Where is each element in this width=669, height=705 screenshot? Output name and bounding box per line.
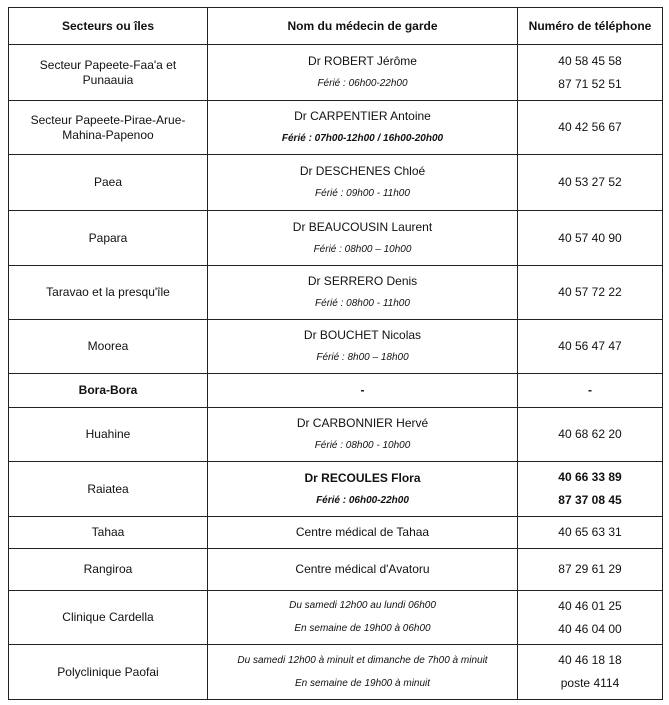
sector-cell: Moorea <box>9 320 208 374</box>
phone-cell: 40 57 72 22 <box>518 266 663 320</box>
holiday-hours: Férié : 09h00 - 11h00 <box>315 188 410 199</box>
doctor-name: Dr CARPENTIER Antoine <box>294 109 431 123</box>
phone-cell: 87 29 61 29 <box>518 549 663 591</box>
header-phone: Numéro de téléphone <box>518 8 663 45</box>
table-row <box>9 517 663 549</box>
phone-cell: - <box>518 374 663 408</box>
table-row <box>9 549 663 591</box>
holiday-hours: Férié : 08h00 - 10h00 <box>314 440 411 451</box>
sector-cell: Tahaa <box>9 517 208 549</box>
doctor-cell <box>208 408 518 462</box>
table-row <box>9 101 663 155</box>
phone-cell: 40 42 56 67 <box>518 101 663 155</box>
holiday-hours: Férié : 06h00-22h00 <box>317 78 408 89</box>
table-row <box>9 645 663 700</box>
holiday-hours: Férié : 8h00 – 18h00 <box>316 352 409 363</box>
sector-cell: Bora-Bora <box>9 374 208 408</box>
phone-number: 40 46 18 18 <box>558 653 622 667</box>
doctor-cell: Centre médical d'Avatoru <box>208 549 518 591</box>
phone-cell: 40 56 47 47 <box>518 320 663 374</box>
phone-cell: 40 65 63 31 <box>518 517 663 549</box>
sector-cell: Secteur Papeete-Pirae-Arue-Mahina-Papenoo <box>9 101 208 155</box>
on-call-doctors-table <box>8 7 663 700</box>
phone-cell: 40 53 27 52 <box>518 155 663 211</box>
phone-cell <box>518 645 663 700</box>
header-doctor: Nom du médecin de garde <box>208 8 518 45</box>
table-row <box>9 408 663 462</box>
phone-number: 40 46 04 00 <box>558 621 622 636</box>
schedule-cell <box>208 591 518 645</box>
phone-cell <box>518 462 663 517</box>
phone-cell <box>518 591 663 645</box>
doctor-cell <box>208 462 518 517</box>
phone-cell: 40 57 40 90 <box>518 211 663 266</box>
doctor-cell <box>208 211 518 266</box>
phone-number: 87 71 52 51 <box>558 76 622 91</box>
header-row <box>9 8 663 45</box>
sector-cell: Polyclinique Paofai <box>9 645 208 700</box>
sector-cell: Taravao et la presqu'île <box>9 266 208 320</box>
schedule-line: Du samedi 12h00 à minuit et dimanche de 7h00 à minuit <box>237 654 488 666</box>
phone-cell <box>518 45 663 101</box>
doctor-cell: Centre médical de Tahaa <box>208 517 518 549</box>
phone-number: 87 37 08 45 <box>558 493 622 507</box>
table-row <box>9 211 663 266</box>
sector-cell: Secteur Papeete-Faa'a et Punaauia <box>9 45 208 101</box>
table-row <box>9 155 663 211</box>
table-row <box>9 45 663 101</box>
table-row <box>9 266 663 320</box>
phone-number: poste 4114 <box>560 676 620 690</box>
doctor-cell <box>208 45 518 101</box>
sector-cell: Paea <box>9 155 208 211</box>
schedule-cell <box>208 645 518 700</box>
sector-cell: Huahine <box>9 408 208 462</box>
schedule-line: En semaine de 19h00 à minuit <box>294 677 431 689</box>
doctor-cell <box>208 266 518 320</box>
phone-number: 40 58 45 58 <box>558 53 622 68</box>
doctor-cell <box>208 320 518 374</box>
holiday-hours: Férié : 08h00 – 10h00 <box>313 243 412 255</box>
doctor-cell <box>208 101 518 155</box>
table-row <box>9 320 663 374</box>
sector-cell: Rangiroa <box>9 549 208 591</box>
sector-cell: Papara <box>9 211 208 266</box>
doctor-name: Dr RECOULES Flora <box>304 470 421 485</box>
table-row <box>9 374 663 408</box>
doctor-cell <box>208 155 518 211</box>
doctor-cell: - <box>208 374 518 408</box>
sector-cell: Clinique Cardella <box>9 591 208 645</box>
header-sector: Secteurs ou îles <box>9 8 208 45</box>
doctor-name: Dr BEAUCOUSIN Laurent <box>292 219 433 234</box>
sector-cell: Raiatea <box>9 462 208 517</box>
doctor-name: Dr BOUCHET Nicolas <box>303 328 422 342</box>
table-row <box>9 591 663 645</box>
holiday-hours: Férié : 06h00-22h00 <box>316 494 409 506</box>
doctor-name: Dr ROBERT Jérôme <box>308 54 417 68</box>
phone-cell: 40 68 62 20 <box>518 408 663 462</box>
schedule-line: En semaine de 19h00 à 06h00 <box>294 623 431 634</box>
table-row <box>9 462 663 517</box>
schedule-line: Du samedi 12h00 au lundi 06h00 <box>289 600 436 611</box>
phone-number: 40 46 01 25 <box>558 598 622 613</box>
doctor-name: Dr DESCHENES Chloé <box>299 164 426 178</box>
doctor-name: Dr CARBONNIER Hervé <box>296 416 429 430</box>
doctor-name: Dr SERRERO Denis <box>307 274 418 288</box>
holiday-hours: Férié : 08h00 - 11h00 <box>315 298 410 309</box>
phone-number: 40 66 33 89 <box>558 470 622 484</box>
holiday-hours: Férié : 07h00-12h00 / 16h00-20h00 <box>281 133 444 144</box>
